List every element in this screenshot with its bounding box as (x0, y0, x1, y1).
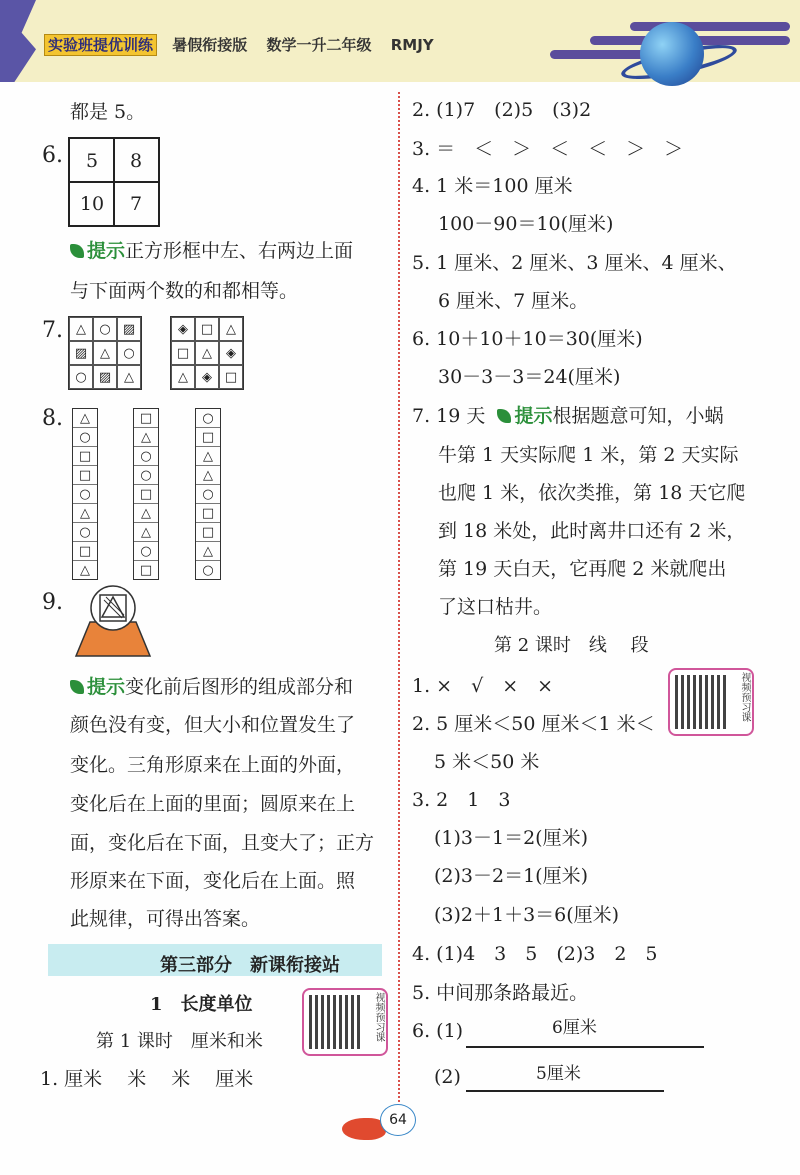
grid-cell: ◈ (219, 341, 243, 365)
l2-q4: 4. (1)4 3 5 (2)3 2 5 (412, 943, 658, 965)
shape-cell: ○ (202, 562, 214, 578)
lesson-title: 第 1 课时 厘米和米 (96, 1031, 263, 1052)
r-q7-line1: 7. 19 天 提示根据题意可知，小蜗 (412, 405, 724, 427)
l2-q3c: (2)3－2＝1(厘米) (434, 865, 589, 887)
shape-cell: ○ (73, 523, 97, 542)
grid-cell: ◈ (195, 365, 219, 389)
shape-cell: ○ (73, 428, 97, 447)
r-q6b: 30－3－3＝24(厘米) (438, 366, 621, 388)
q9-hint-line: 颜色没有变，但大小和位置发生了 (70, 714, 356, 736)
l2-q2b: 5 米＜50 米 (434, 751, 540, 773)
q9-hint-line: 此规律，可得出答案。 (70, 908, 261, 930)
r-q7-line: 了这口枯井。 (438, 596, 553, 618)
shape-cell: △ (73, 409, 97, 428)
q9-figure (66, 584, 160, 658)
q7-label: 7. (42, 318, 63, 343)
r-q3: 3. ＝ ＜ ＞ ＜ ＜ ＞ ＞ (412, 138, 684, 160)
subject-label: 数学一升二年级 (266, 36, 372, 54)
section-banner (48, 944, 382, 976)
grid-cell: ○ (69, 365, 93, 389)
lesson2-title: 第 2 课时 线 段 (494, 635, 649, 656)
grid-cell: ▨ (69, 341, 93, 365)
l2-q6-label: 6. (1) (412, 1020, 464, 1042)
hint-icon (497, 409, 511, 423)
header-decoration (0, 0, 36, 82)
edition-label: 暑假衔接版 (172, 36, 248, 54)
shape-cell: □ (73, 466, 97, 485)
grid-cell: □ (219, 365, 243, 389)
section-title: 第三部分 新课衔接站 (160, 955, 340, 976)
shape-cell: △ (73, 504, 97, 523)
shape-cell: △ (196, 542, 220, 561)
segment-length-label: 5厘米 (536, 1064, 581, 1084)
l2-q1: 1. × √ × × (412, 675, 554, 697)
r-q4b: 100－90＝10(厘米) (438, 213, 614, 235)
grid-cell: ▨ (117, 317, 141, 341)
grid-cell: 8 (129, 149, 143, 172)
l2-q6-label2: (2) (434, 1066, 461, 1088)
shape-cell: □ (134, 485, 158, 504)
code-label: RMJY (390, 36, 434, 54)
q9-hint-line1: 提示变化前后图形的组成部分和 (70, 678, 353, 697)
grid-cell: 7 (129, 192, 143, 215)
q1-answer: 1. 厘米 米 米 厘米 (40, 1068, 254, 1090)
grid-cell: ▨ (93, 365, 117, 389)
r-q7-line: 到 18 米处，此时离井口还有 2 米， (438, 520, 746, 542)
shape-cell: ○ (73, 485, 97, 504)
grid-cell: □ (195, 317, 219, 341)
l2-q2a: 2. 5 厘米＜50 厘米＜1 米＜ (412, 713, 655, 735)
column-divider (398, 92, 400, 1102)
shape-cell: □ (73, 542, 97, 561)
l2-q3d: (3)2＋1＋3＝6(厘米) (434, 904, 620, 926)
r-q7-line: 第 19 天白天，它再爬 2 米就爬出 (438, 558, 727, 580)
q7-pattern-grid-b (170, 316, 244, 390)
shape-cell: □ (196, 523, 220, 542)
planet-illustration (640, 22, 704, 86)
series-tag: 实验班提优训练 (44, 34, 157, 56)
line-segment (466, 1046, 704, 1048)
shape-cell: □ (196, 504, 220, 523)
grid-cell: △ (195, 341, 219, 365)
grid-cell: 10 (79, 192, 105, 215)
q8-column-a (72, 408, 98, 580)
qr-code-icon (309, 995, 363, 1049)
header-text (44, 34, 448, 55)
l2-q3a: 3. 2 1 3 (412, 789, 511, 811)
r-q6a: 6. 10＋10＋10＝30(厘米) (412, 328, 643, 350)
qr-code-icon (675, 675, 729, 729)
r-q5a: 5. 1 厘米、2 厘米、3 厘米、4 厘米、 (412, 252, 737, 274)
shape-cell: ○ (134, 466, 158, 485)
q8-column-c (195, 408, 221, 580)
shape-cell: ○ (196, 485, 220, 504)
r-q2: 2. (1)7 (2)5 (3)2 (412, 99, 592, 121)
grid-cell: △ (117, 365, 141, 389)
shape-cell: △ (196, 447, 220, 466)
shape-cell: □ (73, 447, 97, 466)
q9-hint-line: 形原来在下面，变化后在上面。照 (70, 870, 356, 892)
q6-number-grid (68, 137, 160, 227)
q9-label: 9. (42, 590, 63, 615)
r-q4a: 4. 1 米＝100 厘米 (412, 175, 573, 197)
l2-q3b: (1)3－1＝2(厘米) (434, 827, 589, 849)
grid-cell: △ (93, 341, 117, 365)
grid-cell: □ (171, 341, 195, 365)
r-q5b: 6 厘米、7 厘米。 (438, 290, 589, 312)
qr-code-preview-video[interactable] (668, 668, 754, 736)
qr-code-preview-video[interactable] (302, 988, 388, 1056)
shape-cell: △ (134, 523, 158, 542)
q8-label: 8. (42, 406, 63, 431)
r-q7-line: 牛第 1 天实际爬 1 米，第 2 天实际 (438, 444, 739, 466)
page-header (0, 0, 800, 82)
hint-icon (70, 244, 84, 258)
shape-cell: ○ (134, 542, 158, 561)
q9-hint-line: 面，变化后在下面，且变大了；正方 (70, 832, 375, 854)
page-number: 64 (380, 1104, 416, 1136)
r-q7-line: 也爬 1 米，依次类推，第 18 天它爬 (438, 482, 746, 504)
unit-title: 1 长度单位 (150, 994, 253, 1015)
l2-q5: 5. 中间那条路最近。 (412, 982, 589, 1004)
grid-cell: △ (219, 317, 243, 341)
grid-cell: ◈ (171, 317, 195, 341)
grid-cell: △ (171, 365, 195, 389)
shape-cell: □ (196, 428, 220, 447)
shape-cell: □ (134, 409, 158, 428)
grid-cell: △ (69, 317, 93, 341)
q6-label: 6. (42, 143, 63, 168)
hint-icon (70, 680, 84, 694)
q7-pattern-grid-a (68, 316, 142, 390)
shape-cell: ○ (196, 409, 220, 428)
shape-cell: △ (196, 466, 220, 485)
q6-hint-line2: 与下面两个数的和都相等。 (70, 280, 299, 302)
qr-label: 视频预习课 (373, 992, 384, 1042)
q9-hint-line: 变化。三角形原来在上面的外面， (70, 754, 356, 776)
shape-cell: △ (134, 428, 158, 447)
q6-hint-line1: 提示正方形框中左、右两边上面 (70, 242, 353, 261)
grid-cell: ○ (93, 317, 117, 341)
shape-cell: △ (80, 562, 90, 578)
shape-cell: △ (134, 504, 158, 523)
q8-column-b (133, 408, 159, 580)
grid-cell: 5 (85, 149, 99, 172)
shape-cell: ○ (134, 447, 158, 466)
q9-hint-line: 变化后在上面的里面；圆原来在上 (70, 793, 356, 815)
segment-length-label: 6厘米 (552, 1018, 597, 1038)
qr-label: 视频预习课 (739, 672, 750, 722)
shape-cell: □ (139, 562, 153, 578)
grid-cell: ○ (117, 341, 141, 365)
continued-text: 都是 5。 (70, 101, 146, 123)
line-segment (466, 1090, 664, 1092)
